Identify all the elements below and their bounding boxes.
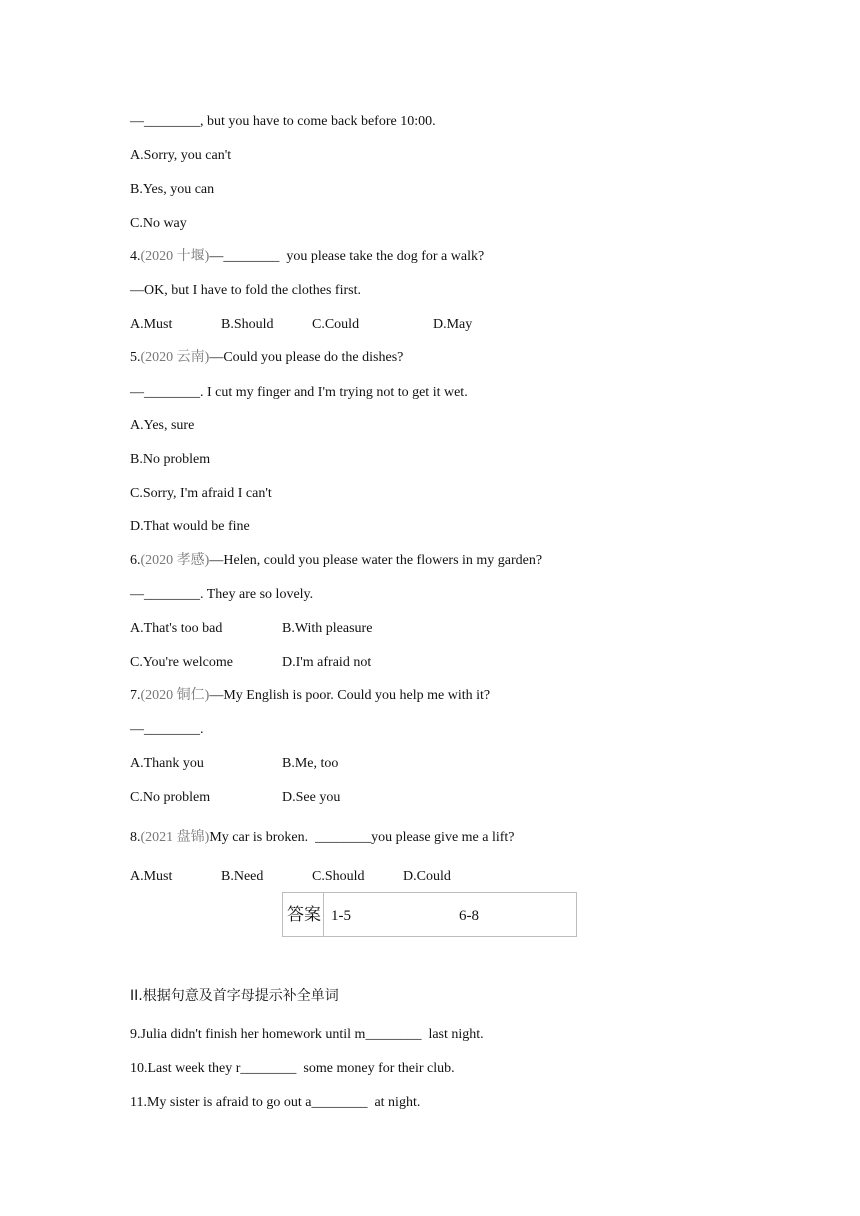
q7-reply: —________. <box>130 722 204 737</box>
q4-reply: —OK, but I have to fold the clothes first. <box>130 283 361 298</box>
q8-option-c: C.Should <box>312 869 365 884</box>
q4-number: 4. <box>130 249 141 264</box>
q3-answer-line: —________, but you have to come back before 10:00. <box>130 114 436 129</box>
q6-option-c: C.You're welcome <box>130 655 233 670</box>
q5-option-d: D.That would be fine <box>130 519 250 534</box>
q4-stem-line <box>130 248 484 266</box>
q5-stem: —Could you please do the dishes? <box>209 350 404 365</box>
q6-option-b: B.With pleasure <box>282 621 373 636</box>
q5-option-a: A.Yes, sure <box>130 418 195 433</box>
q8-stem-line <box>130 829 515 847</box>
q3-option-b: B.Yes, you can <box>130 182 215 197</box>
answer-box <box>282 892 577 937</box>
q6-stem-line <box>130 552 542 570</box>
answer-range-1-5: 1-5 <box>331 908 351 924</box>
q7-stem-line <box>130 687 490 705</box>
q4-stem: —________ you please take the dog for a walk? <box>209 249 485 264</box>
answer-range-6-8: 6-8 <box>459 908 479 924</box>
q5-source: (2020 云南) <box>140 350 210 365</box>
q7-option-b: B.Me, too <box>282 756 339 771</box>
q6-reply: —________. They are so lovely. <box>130 587 314 602</box>
q8-stem: My car is broken. ________you please give me a lift? <box>209 830 515 845</box>
q5-option-c: C.Sorry, I'm afraid I can't <box>130 486 272 501</box>
q7-number: 7. <box>130 688 141 703</box>
q10-item: 10.Last week they r________ some money for their club. <box>130 1061 455 1076</box>
q6-number: 6. <box>130 553 141 568</box>
q8-number: 8. <box>130 830 141 845</box>
q6-source: (2020 孝感) <box>140 553 210 568</box>
q7-option-a: A.Thank you <box>130 756 204 771</box>
q3-option-a: A.Sorry, you can't <box>130 148 232 163</box>
answer-label: 答案 <box>287 905 321 925</box>
q11-item: 11.My sister is afraid to go out a________ at night. <box>130 1095 421 1110</box>
q7-source: (2020 铜仁) <box>140 688 210 703</box>
q5-reply: —________. I cut my finger and I'm trying not to get it wet. <box>130 385 468 400</box>
q4-option-d: D.May <box>433 317 473 332</box>
answer-box-divider <box>323 893 324 936</box>
q4-option-b: B.Should <box>221 317 274 332</box>
q7-option-c: C.No problem <box>130 790 211 805</box>
q5-stem-line <box>130 349 403 367</box>
q5-option-b: B.No problem <box>130 452 211 467</box>
q8-source: (2021 盘锦) <box>140 830 210 845</box>
q7-option-d: D.See you <box>282 790 341 805</box>
q4-option-c: C.Could <box>312 317 360 332</box>
section-2-title: II.根据句意及首字母提示补全单词 <box>130 988 339 1004</box>
q7-stem: —My English is poor. Could you help me with it? <box>209 688 491 703</box>
q4-option-a: A.Must <box>130 317 173 332</box>
q4-source: (2020 十堰) <box>140 249 210 264</box>
q6-option-d: D.I'm afraid not <box>282 655 372 670</box>
q8-option-a: A.Must <box>130 869 173 884</box>
q9-item: 9.Julia didn't finish her homework until m________ last night. <box>130 1027 484 1042</box>
q8-option-b: B.Need <box>221 869 264 884</box>
q5-number: 5. <box>130 350 141 365</box>
q8-option-d: D.Could <box>403 869 451 884</box>
q6-option-a: A.That's too bad <box>130 621 223 636</box>
q3-option-c: C.No way <box>130 216 187 231</box>
q6-stem: —Helen, could you please water the flowers in my garden? <box>209 553 543 568</box>
